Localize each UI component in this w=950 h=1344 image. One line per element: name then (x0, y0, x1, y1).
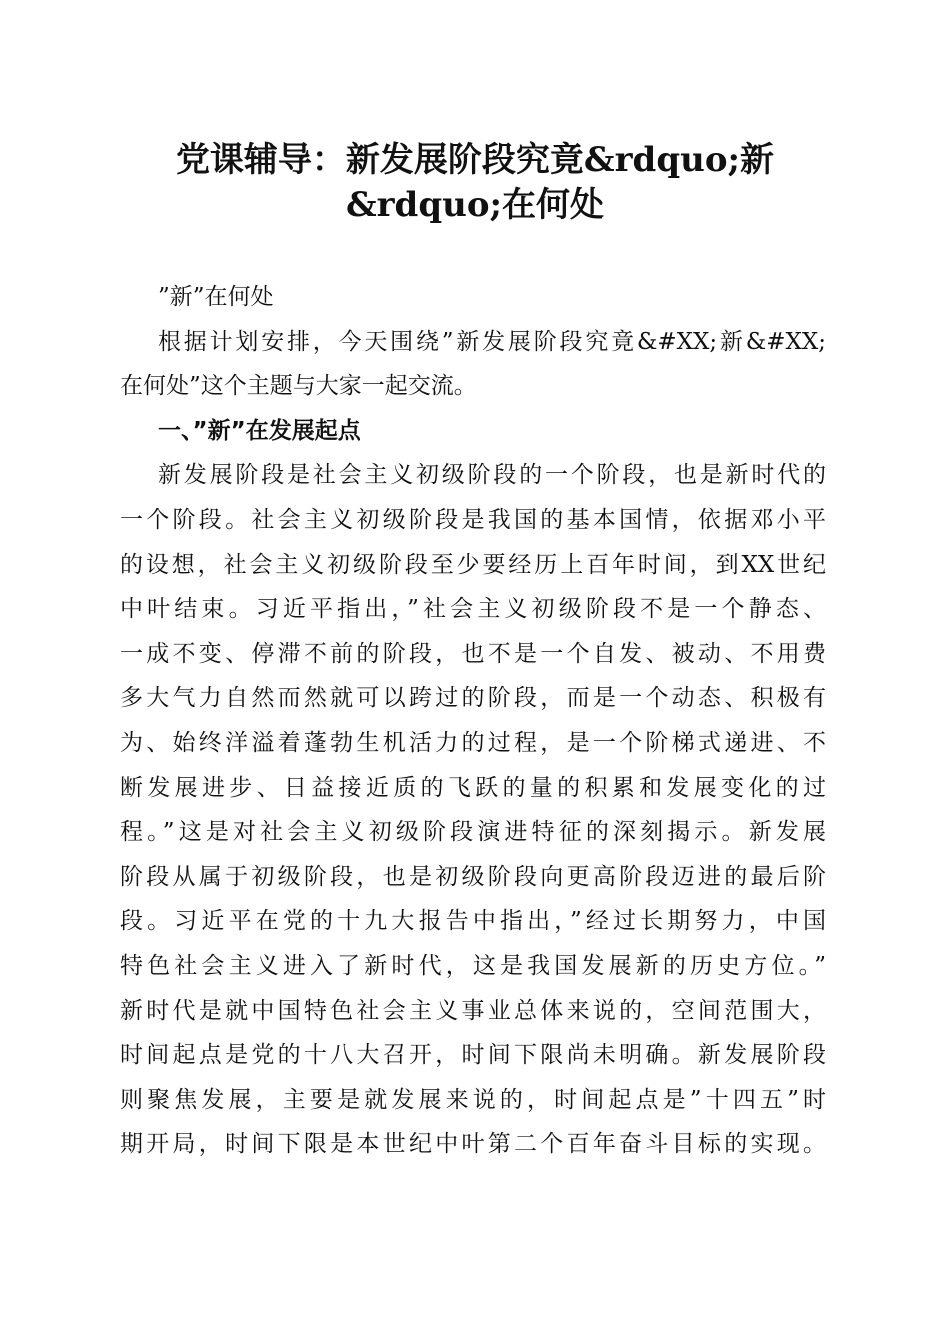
paragraph-line: 期开局，时间下限是本世纪中叶第二个百年奋斗目标的实现。 (120, 1131, 826, 1158)
paragraph-line: 程。”这是对社会主义初级阶段演进特征的深刻揭示。新发展 (120, 819, 826, 846)
paragraph-line: 一个阶段。社会主义初级阶段是我国的基本国情，依据邓小平 (120, 506, 826, 533)
paragraph-line: 阶段从属于初级阶段，也是初级阶段向更高阶段迈进的最后阶 (120, 863, 826, 890)
paragraph-line: 特色社会主义进入了新时代，这是我国发展新的历史方位。” (120, 952, 826, 979)
paragraph-line: 多大气力自然而然就可以跨过的阶段，而是一个动态、积极有 (120, 685, 826, 712)
intro-line: 在何处”这个主题与大家一起交流。 (120, 373, 477, 400)
intro-line: 根据计划安排，今天围绕”新发展阶段究竟&#XX;新&#XX; (158, 328, 826, 355)
paragraph-line: 一成不变、停滞不前的阶段，也不是一个自发、被动、不用费 (120, 640, 826, 667)
document-body (120, 280, 826, 1172)
paragraph-line: 断发展进步、日益接近质的飞跃的量的积累和发展变化的过 (120, 774, 826, 801)
subtitle: ”新”在何处 (158, 284, 274, 310)
section-heading: 一、”新”在发展起点 (158, 417, 361, 444)
paragraph-line: 段。习近平在党的十九大报告中指出，”经过长期努力，中国 (120, 908, 826, 935)
paragraph-line: 时间起点是党的十八大召开，时间下限尚未明确。新发展阶段 (120, 1042, 826, 1069)
paragraph-line: 则聚焦发展，主要是就发展来说的，时间起点是”十四五”时 (120, 1086, 826, 1113)
document-title (0, 138, 950, 228)
paragraph-line: 中叶结束。习近平指出，”社会主义初级阶段不是一个静态、 (120, 596, 826, 623)
paragraph-line: 为、始终洋溢着蓬勃生机活力的过程，是一个阶梯式递进、不 (120, 729, 826, 756)
paragraph-line: 新发展阶段是社会主义初级阶段的一个阶段，也是新时代的 (158, 462, 826, 489)
title-line: &rdquo;在何处 (345, 185, 605, 225)
title-line: 党课辅导：新发展阶段究竟&rdquo;新 (175, 140, 775, 180)
paragraph-line: 新时代是就中国特色社会主义事业总体来说的，空间范围大， (120, 997, 826, 1024)
paragraph-line: 的设想，社会主义初级阶段至少要经历上百年时间，到XX世纪 (120, 551, 826, 578)
